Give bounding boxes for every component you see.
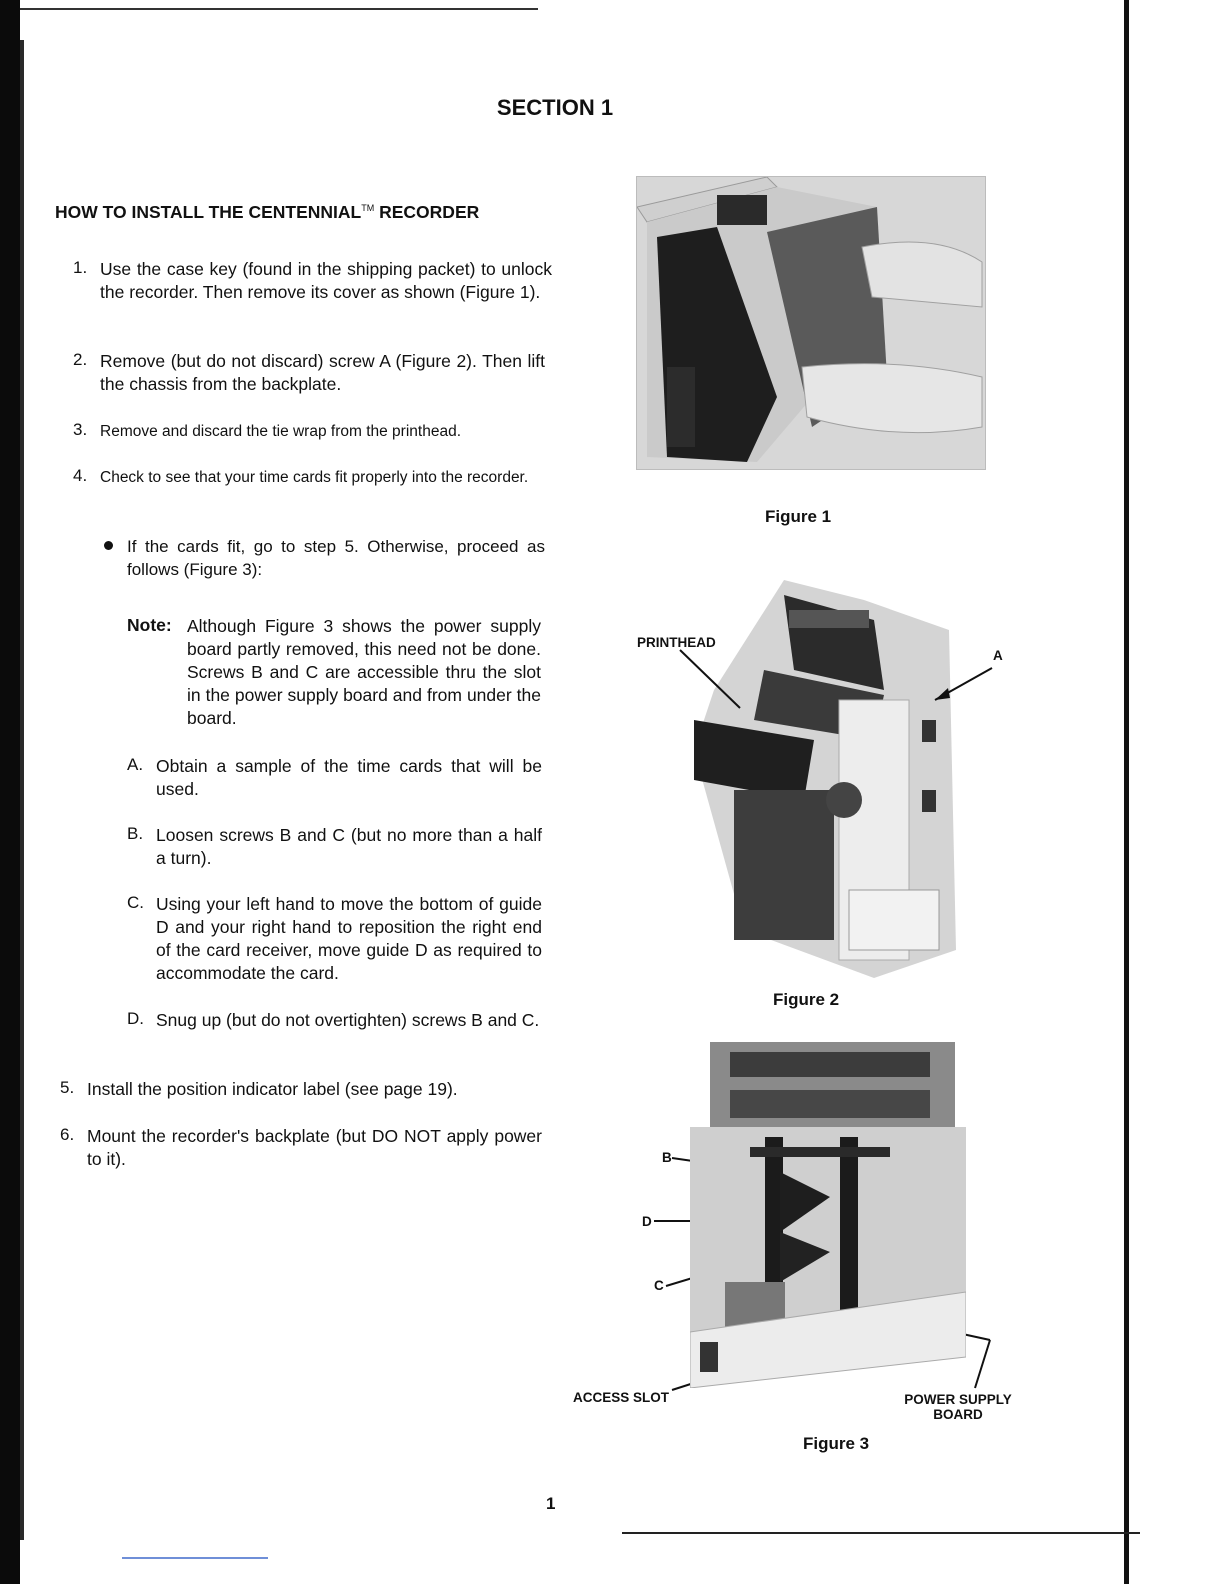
figure-3-illustration (690, 1042, 966, 1388)
note-label: Note: (127, 615, 172, 635)
substep-letter: B. (127, 824, 144, 843)
substep-text: Using your left hand to move the bottom of guide D and your right hand to reposition the right end of the card receiver, move guide D as required to accommodate the card. (156, 894, 542, 983)
step-number: 4. (73, 466, 88, 485)
psb-line-2: BOARD (933, 1407, 983, 1422)
step-text: Mount the recorder's backplate (but DO NOT apply power to it). (87, 1126, 542, 1169)
access-slot-callout: ACCESS SLOT (573, 1390, 670, 1405)
figure-3-photo (690, 1042, 966, 1388)
section-title: SECTION 1 (496, 95, 614, 120)
guide-d-callout: D (642, 1214, 652, 1229)
substep-letter: A. (127, 755, 144, 774)
step-text: Remove and discard the tie wrap from the printhead. (100, 423, 461, 440)
psb-line-1: POWER SUPPLY (904, 1392, 1012, 1407)
power-supply-board-callout (894, 1392, 1022, 1422)
heading-text: HOW TO INSTALL THE CENTENNIAL (55, 202, 362, 222)
step-text: Check to see that your time cards fit properly into the recorder. (100, 469, 529, 486)
substep-letter: D. (127, 1009, 144, 1028)
screw-b-callout: B (662, 1150, 672, 1165)
step-text: Remove (but do not discard) screw A (Figure 2). Then lift the chassis from the backplate. (100, 351, 545, 394)
trademark-mark: TM (361, 203, 375, 214)
step-number: 3. (73, 420, 88, 439)
screw-a-callout: A (993, 648, 1003, 663)
step-text: Install the position indicator label (see page 19). (87, 1079, 458, 1099)
printhead-callout: PRINTHEAD (637, 635, 716, 650)
step-number: 6. (60, 1125, 75, 1144)
page-number: 1 (546, 1494, 556, 1513)
screw-c-callout: C (654, 1278, 664, 1293)
heading-suffix: RECORDER (374, 202, 480, 222)
substep-text: Obtain a sample of the time cards that will be used. (156, 756, 542, 799)
note-text: Although Figure 3 shows the power supply board partly removed, this need not be done. Screws B and C are accessible thru the slot in the power supply board and from under the board. (187, 616, 541, 728)
substep-text: Loosen screws B and C (but no more than a half a turn). (156, 825, 542, 868)
figure-1-caption: Figure 1 (765, 507, 832, 526)
substep-letter: C. (127, 893, 144, 912)
bullet-text: If the cards fit, go to step 5. Otherwise, proceed as follows (Figure 3): (127, 537, 545, 579)
step-number: 5. (60, 1078, 75, 1097)
step-number: 2. (73, 350, 88, 369)
step-number: 1. (73, 258, 88, 277)
figure-2-caption: Figure 2 (773, 990, 840, 1009)
step-text: Use the case key (found in the shipping packet) to unlock the recorder. Then remove its cover as shown (Figure 1). (100, 259, 552, 302)
figure-3-caption: Figure 3 (803, 1434, 870, 1453)
substep-text: Snug up (but do not overtighten) screws B and C. (156, 1010, 540, 1030)
